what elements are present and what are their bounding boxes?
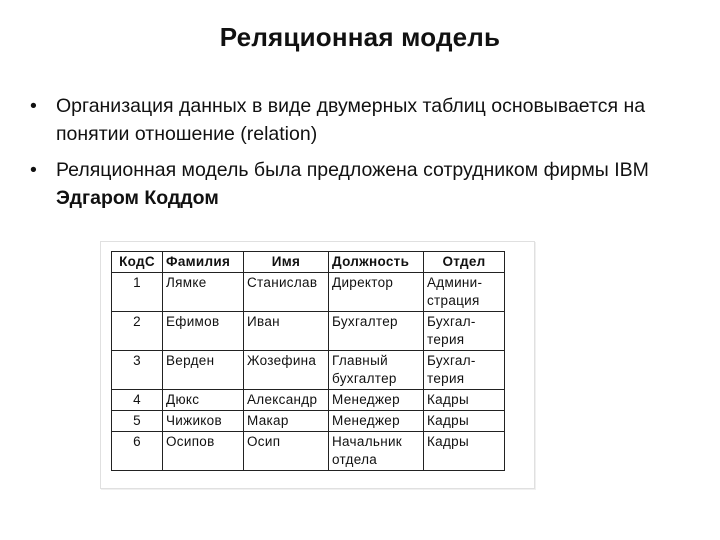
bullet-item (26, 92, 696, 148)
cell-text: Чижиков (166, 413, 222, 428)
bullet-dot-icon: • (30, 159, 37, 181)
cell-text: Осип (247, 434, 281, 449)
bullet-dot-icon: • (30, 95, 37, 117)
bullet-list (26, 92, 696, 220)
table-cell-kods (112, 312, 163, 351)
table-row (112, 312, 505, 351)
cell-text: 2 (133, 314, 141, 329)
table-cell-familiya (163, 411, 244, 432)
table-cell-imya (244, 411, 329, 432)
cell-text: Начальник (332, 434, 403, 449)
table-row (112, 432, 505, 471)
slide-title: Реляционная модель (219, 22, 501, 52)
table-row (112, 390, 505, 411)
cell-text: Станислав (247, 275, 318, 290)
table-cell-otdel (424, 411, 505, 432)
cell-text: Директор (332, 275, 394, 290)
table-cell-dolzhnost (329, 273, 424, 312)
cell-text: Бухгал- (427, 314, 476, 329)
cell-text: Осипов (166, 434, 215, 449)
cell-text: Иван (247, 314, 280, 329)
cell-text: терия (427, 332, 465, 347)
table-cell-imya (244, 390, 329, 411)
column-header-otdel: Отдел (424, 252, 505, 273)
table-cell-imya (244, 351, 329, 390)
table-cell-imya (244, 273, 329, 312)
cell-text: 3 (133, 353, 141, 368)
table-cell-familiya (163, 390, 244, 411)
bullet-text: Организация данных в виде двумерных таблиц основывается на понятии отношение (relation) (56, 95, 646, 145)
cell-text: Кадры (427, 434, 469, 449)
cell-text: Ефимов (166, 314, 220, 329)
cell-text: страция (427, 293, 480, 308)
table-cell-imya (244, 432, 329, 471)
table-cell-kods (112, 432, 163, 471)
table-cell-kods (112, 273, 163, 312)
table-cell-familiya (163, 351, 244, 390)
table-cell-otdel (424, 390, 505, 411)
cell-text: 4 (133, 392, 141, 407)
cell-text: 5 (133, 413, 141, 428)
table-cell-familiya (163, 273, 244, 312)
table-cell-otdel (424, 312, 505, 351)
table-row (112, 411, 505, 432)
table-cell-kods (112, 351, 163, 390)
cell-text: терия (427, 371, 465, 386)
table-cell-kods (112, 390, 163, 411)
cell-text: отдела (332, 452, 378, 467)
cell-text: Менеджер (332, 392, 400, 407)
table-cell-kods (112, 411, 163, 432)
bullet-text: Реляционная модель была предложена сотрудником фирмы IBM (56, 159, 649, 181)
cell-text: Лямке (166, 275, 207, 290)
bullet-bold-name: Эдгаром Коддом (56, 187, 219, 209)
cell-text: 1 (133, 275, 141, 290)
table-cell-dolzhnost (329, 390, 424, 411)
cell-text: Бухгал- (427, 353, 476, 368)
cell-text: Менеджер (332, 413, 400, 428)
table-cell-dolzhnost (329, 411, 424, 432)
table-header-row (112, 252, 505, 273)
table-frame (100, 241, 535, 489)
table-cell-familiya (163, 432, 244, 471)
cell-text: Александр (247, 392, 318, 407)
column-header-imya: Имя (244, 252, 329, 273)
cell-text: Кадры (427, 413, 469, 428)
table-row (112, 351, 505, 390)
table-body (112, 273, 505, 471)
cell-text: Бухгалтер (332, 314, 398, 329)
table-cell-dolzhnost (329, 351, 424, 390)
relation-table (111, 251, 505, 471)
cell-text: Верден (166, 353, 215, 368)
table-cell-otdel (424, 432, 505, 471)
table-cell-otdel (424, 351, 505, 390)
table-cell-familiya (163, 312, 244, 351)
table-cell-imya (244, 312, 329, 351)
column-header-dolzhnost: Должность (329, 252, 424, 273)
cell-text: Жозефина (247, 353, 317, 368)
cell-text: Макар (247, 413, 289, 428)
bullet-item (26, 156, 696, 212)
cell-text: Дюкс (166, 392, 200, 407)
table-cell-otdel (424, 273, 505, 312)
cell-text: бухгалтер (332, 371, 397, 386)
table-cell-dolzhnost (329, 432, 424, 471)
cell-text: Админи- (427, 275, 483, 290)
cell-text: Кадры (427, 392, 469, 407)
table-cell-dolzhnost (329, 312, 424, 351)
column-header-familiya: Фамилия (163, 252, 244, 273)
cell-text: 6 (133, 434, 141, 449)
column-header-kods: КодС (112, 252, 163, 273)
table-row (112, 273, 505, 312)
cell-text: Главный (332, 353, 388, 368)
